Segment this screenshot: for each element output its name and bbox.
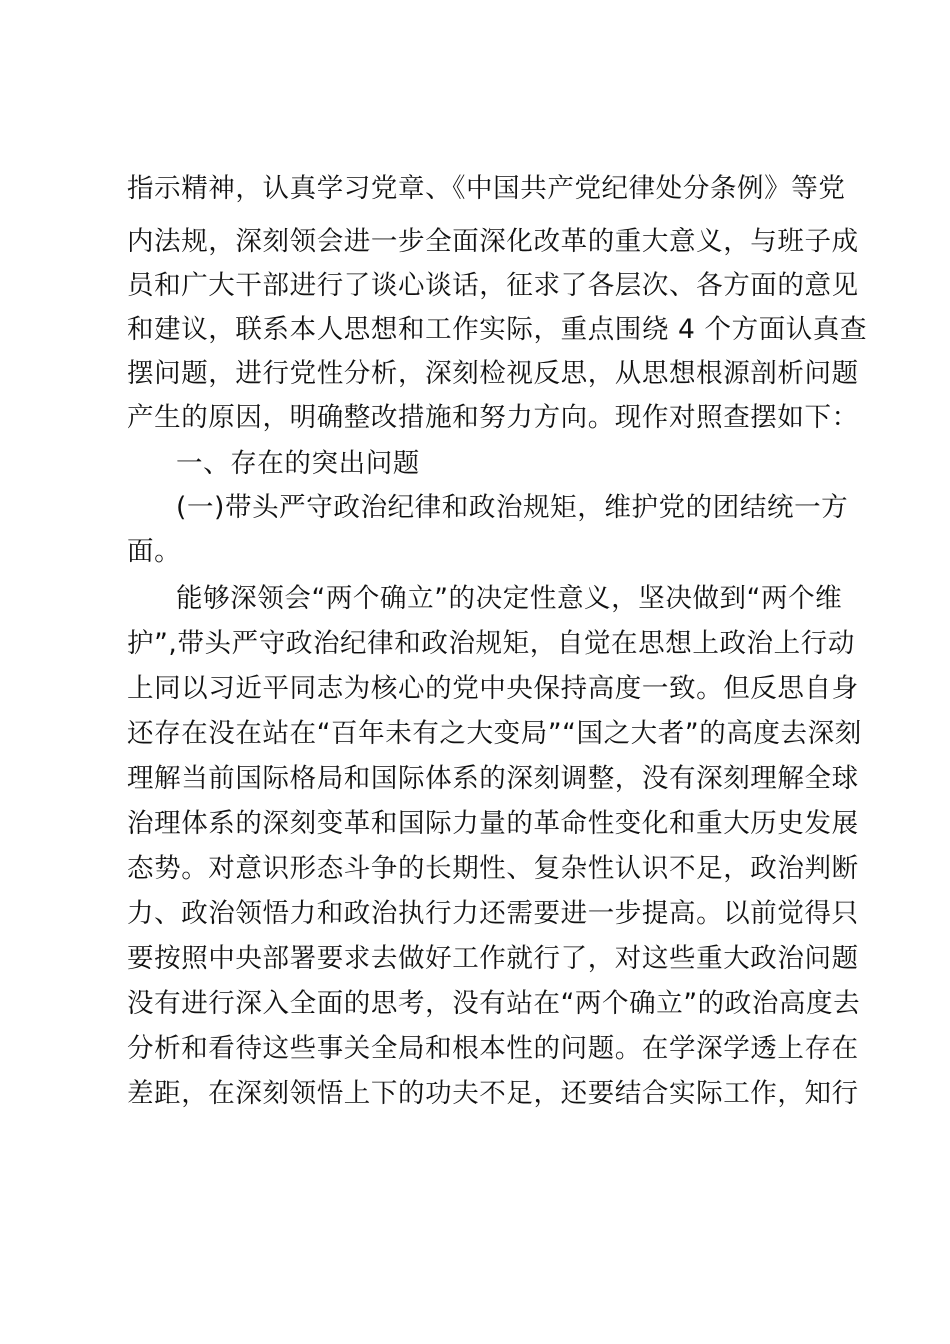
text-line: 分析和看待这些事关全局和根本性的问题。在学深学透上存在: [127, 1033, 859, 1064]
text-line: 还存在没在站在“百年未有之大变局”“国之大者”的高度去深刻: [127, 718, 862, 749]
section-heading: 一、存在的突出问题: [176, 448, 420, 479]
text-line: 护”,带头严守政治纪律和政治规矩，自觉在思想上政治上行动: [127, 628, 855, 659]
text-line: 产生的原因，明确整改措施和努力方向。现作对照查摆如下：: [127, 402, 859, 433]
text-line: 摆问题，进行党性分析，深刻检视反思，从思想根源剖析问题: [127, 358, 859, 389]
text-line: 差距，在深刻领悟上下的功夫不足，还要结合实际工作，知行: [127, 1078, 859, 1109]
text-line: 没有进行深入全面的思考，没有站在“两个确立”的政治高度去: [127, 988, 861, 1019]
text-line: 内法规，深刻领会进一步全面深化改革的重大意义，与班子成: [127, 226, 859, 257]
text-line: 要按照中央部署要求去做好工作就行了，对这些重大政治问题: [127, 943, 859, 974]
text-line: 和建议，联系本人思想和工作实际，重点围绕 4 个方面认真查: [127, 314, 868, 345]
subsection-heading: (一)带头严守政治纪律和政治规矩，维护党的团结统一方: [176, 492, 849, 523]
text-line: 治理体系的深刻变革和国际力量的革命性变化和重大历史发展: [127, 808, 859, 839]
text-line: 理解当前国际格局和国际体系的深刻调整，没有深刻理解全球: [127, 763, 859, 794]
text-line: 力、政治领悟力和政治执行力还需要进一步提高。以前觉得只: [127, 898, 859, 929]
text-line: 态势。对意识形态斗争的长期性、复杂性认识不足，政治判断: [127, 853, 859, 884]
subsection-heading-continuation: 面。: [127, 536, 182, 567]
paragraph-first-line: 能够深领会“两个确立”的决定性意义，坚决做到“两个维: [176, 583, 843, 614]
text-line: 员和广大干部进行了谈心谈话，征求了各层次、各方面的意见: [127, 270, 859, 301]
text-line: 指示精神，认真学习党章、《中国共产党纪律处分条例》等党: [127, 173, 846, 204]
text-line: 上同以习近平同志为核心的党中央保持高度一致。但反思自身: [127, 673, 859, 704]
